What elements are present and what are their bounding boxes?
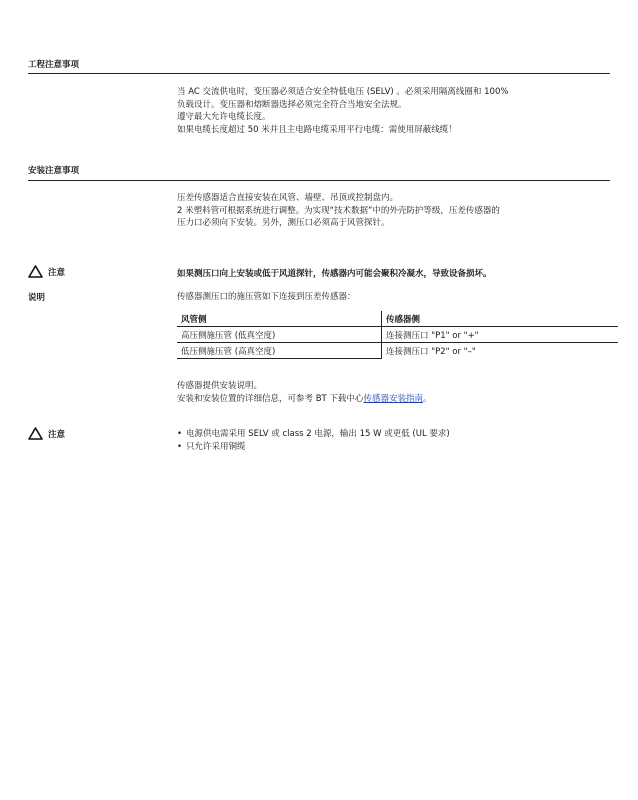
list-item: • 只允许采用铜缆 bbox=[177, 441, 450, 454]
connection-table bbox=[177, 311, 618, 359]
caution-label-text: 注意 bbox=[48, 267, 66, 278]
text-segment: 安装和安装位置的详细信息，可参考 BT 下载中心 bbox=[177, 393, 364, 404]
table-header-cell: 传感器侧 bbox=[382, 311, 619, 327]
caution-text: 如果测压口向上安装或低于风道探针，传感器内可能会聚积冷凝水，导致设备损坏。 bbox=[177, 269, 492, 279]
text-line: 传感器提供安装说明。 bbox=[177, 381, 263, 391]
table-header-row bbox=[177, 311, 618, 327]
table-cell: 连接测压口 "P1" or "+" bbox=[382, 327, 619, 343]
caution-label bbox=[28, 265, 65, 278]
explanation-label: 说明 bbox=[28, 293, 46, 303]
text-line: 负载设计。变压器和熔断器选择必须完全符合当地安全法规。 bbox=[177, 99, 407, 110]
requirements-list bbox=[177, 428, 450, 453]
text-segment: 。 bbox=[422, 393, 432, 404]
installation-paragraph bbox=[177, 192, 609, 230]
explanation-intro: 传感器测压口的施压管如下连接到压差传感器： bbox=[177, 292, 356, 302]
table-cell: 连接测压口 "P2" or "–" bbox=[386, 346, 476, 357]
engineering-paragraph bbox=[177, 86, 609, 136]
section-title-engineering: 工程注意事项 bbox=[28, 60, 80, 70]
text-line: 压力口必须向下安装。另外，测压口必须高于风管探针。 bbox=[177, 218, 390, 229]
list-item: • 电源供电需采用 SELV 或 class 2 电源，输出 15 W 或更低 (UL 要求) bbox=[177, 428, 450, 441]
warning-triangle-icon bbox=[28, 265, 43, 278]
table-cell: 高压侧施压管 (低真空度) bbox=[177, 327, 382, 343]
installation-guide-link[interactable]: 传感器安装指南 bbox=[363, 393, 423, 404]
section-divider bbox=[28, 73, 610, 74]
warning-triangle-icon bbox=[28, 427, 43, 440]
installation-notes bbox=[177, 380, 609, 405]
section-title-installation: 安装注意事项 bbox=[28, 166, 80, 176]
text-line: 当 AC 交流供电时，变压器必须适合安全特低电压 (SELV) 。必须采用隔离线圈和 100% bbox=[177, 87, 509, 97]
caution-label bbox=[28, 427, 65, 440]
table-row bbox=[177, 343, 618, 359]
text-line bbox=[177, 393, 609, 406]
table-header-cell: 风管侧 bbox=[177, 311, 382, 327]
text-line: 压差传感器适合直接安装在风管、墙壁、吊顶或控制盘内。 bbox=[177, 193, 399, 203]
caution-label-text: 注意 bbox=[48, 429, 66, 440]
section-divider bbox=[28, 180, 610, 181]
text-line: 遵守最大允许电缆长度。 bbox=[177, 112, 271, 123]
table-cell: 低压侧施压管 (高真空度) bbox=[177, 343, 382, 359]
table-row bbox=[177, 327, 618, 343]
text-line: 2 米塑料管可根据系统进行调整。为实现“技术数据”中的外壳防护等级，压差传感器的 bbox=[177, 205, 500, 216]
text-line: 如果电缆长度超过 50 米并且主电路电缆采用平行电缆：需使用屏蔽线缆！ bbox=[177, 124, 457, 135]
